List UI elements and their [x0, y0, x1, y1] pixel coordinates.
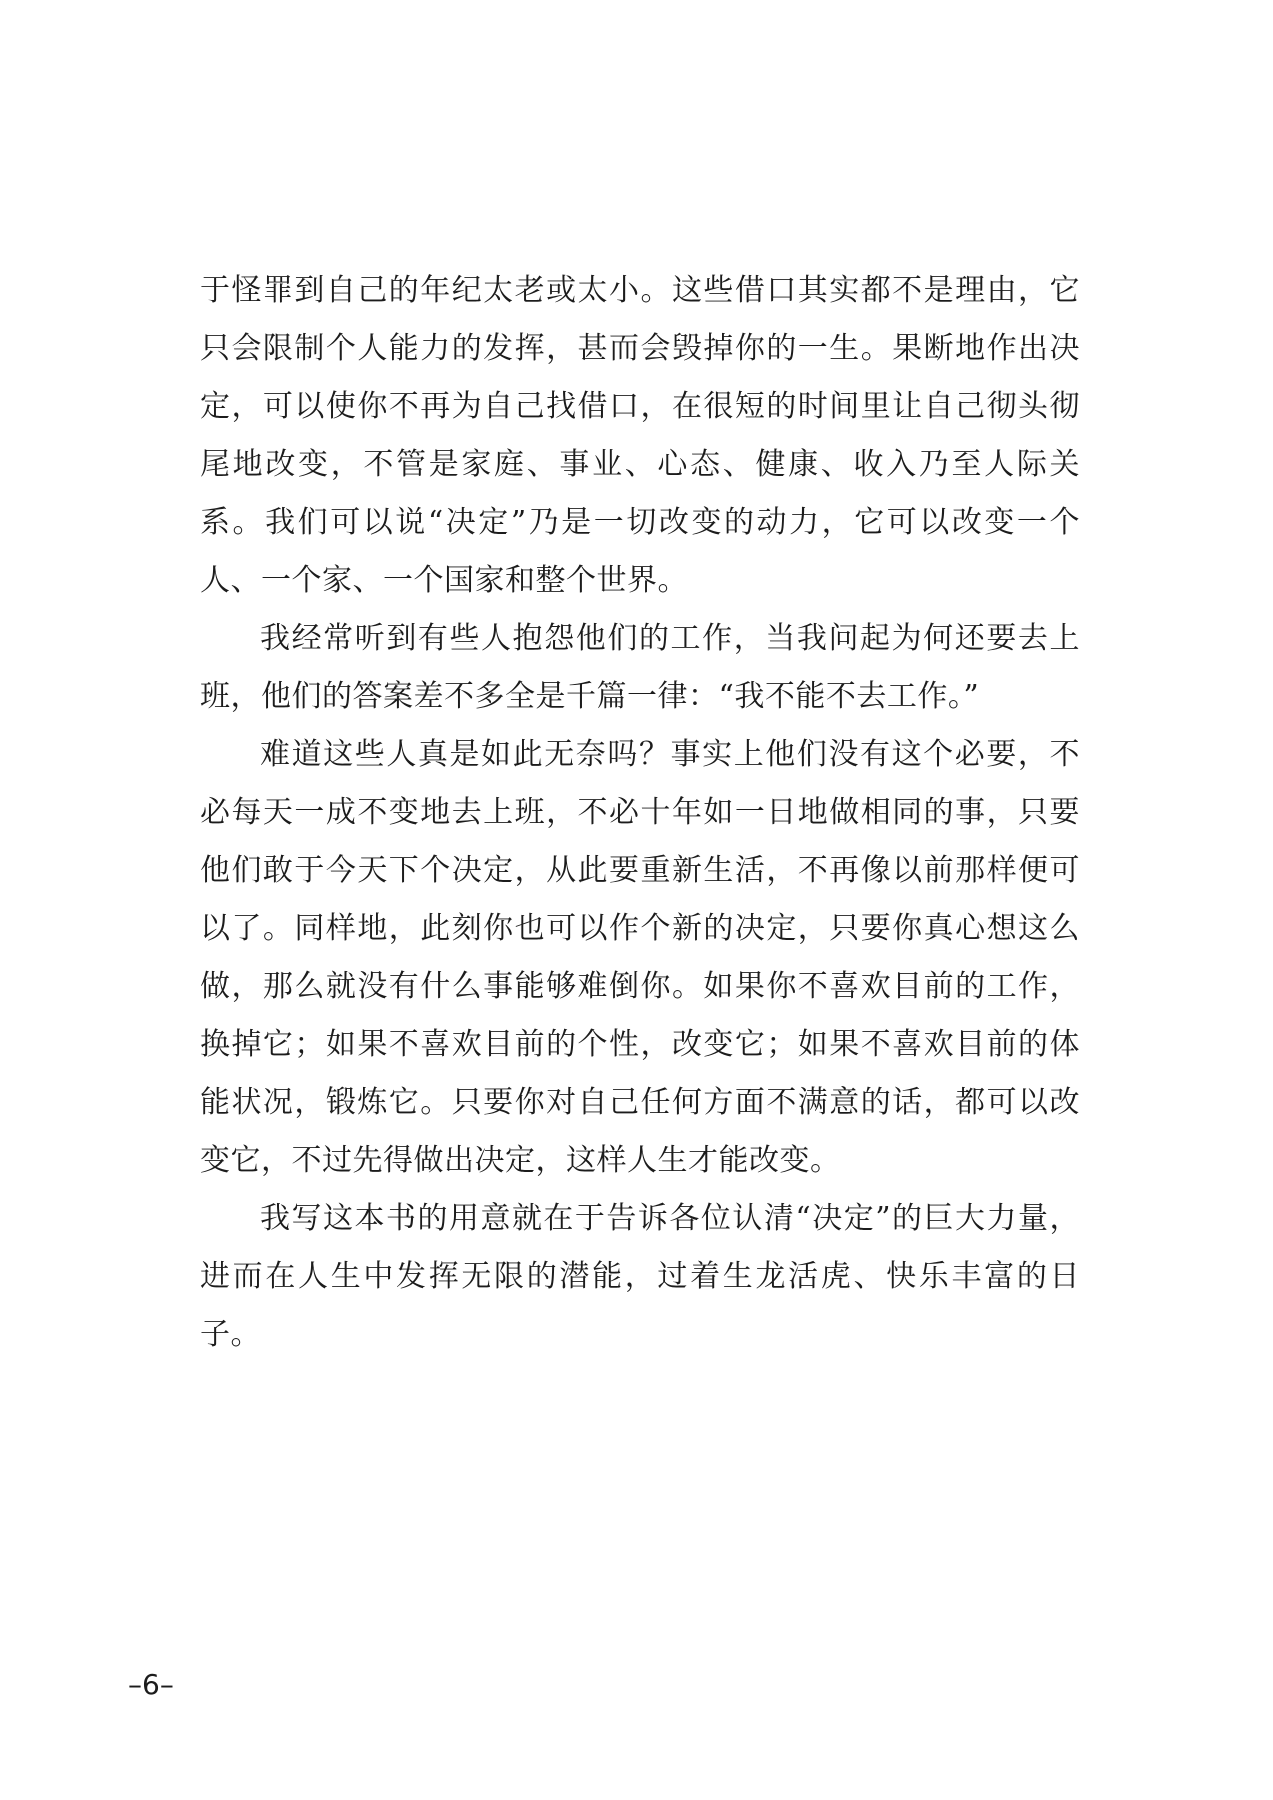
paragraph: 难道这些人真是如此无奈吗？事实上他们没有这个必要，不必每天一成不变地去上班，不必十年如一日地做相同的事，只要他们敢于今天下个决定，从此要重新生活，不再像以前那样便可以了。同样地，此刻你也可以作个新的决定，只要你真心想这么做，那么就没有什么事能够难倒你。如果你不喜欢目前的工作，换掉它；如果不喜欢目前的个性，改变它；如果不喜欢目前的体能状况，锻炼它。只要你对自己任何方面不满意的话，都可以改变它，不过先得做出决定，这样人生才能改变。: [200, 737, 1080, 1178]
paragraph: 我写这本书的用意就在于告诉各位认清“决定”的巨大力量，进而在人生中发挥无限的潜能，过着生龙活虎、快乐丰富的日子。: [200, 1201, 1080, 1352]
paragraph: 我经常听到有些人抱怨他们的工作，当我问起为何还要去上班，他们的答案差不多全是千篇一律：“我不能不去工作。”: [200, 621, 1080, 714]
page-number: –6–: [128, 1668, 174, 1701]
page-body: [200, 262, 1080, 1364]
paragraph-continued: 于怪罪到自己的年纪太老或太小。这些借口其实都不是理由，它只会限制个人能力的发挥，甚而会毁掉你的一生。果断地作出决定，可以使你不再为自己找借口，在很短的时间里让自己彻头彻尾地改变，不管是家庭、事业、心态、健康、收入乃至人际关系。我们可以说“决定”乃是一切改变的动力，它可以改变一个人、一个家、一个国家和整个世界。: [200, 273, 1080, 598]
